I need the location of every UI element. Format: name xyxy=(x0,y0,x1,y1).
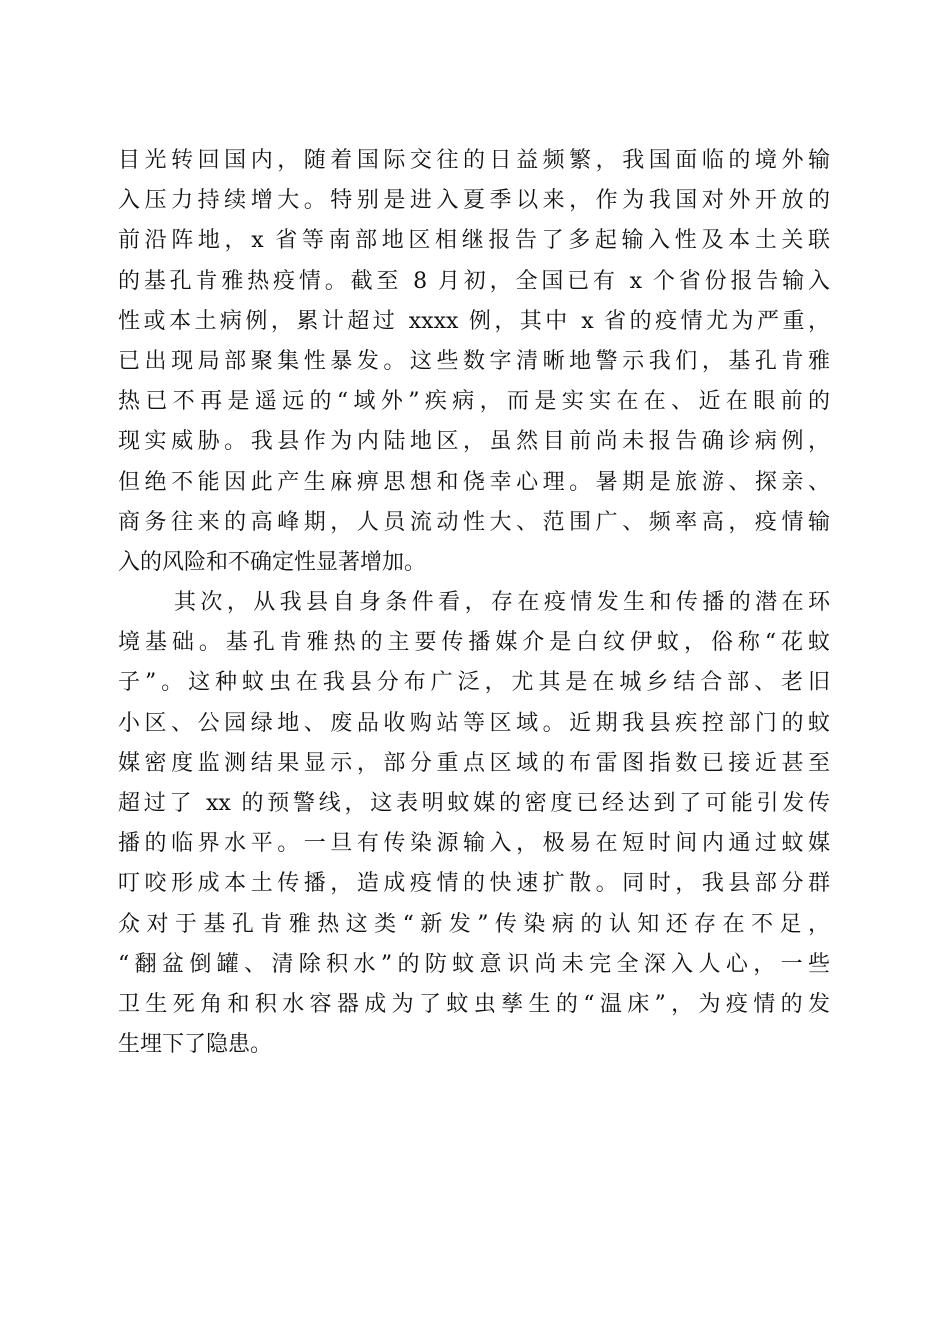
text-line: 但绝不能因此产生麻痹思想和侥幸心理。暑期是旅游、探亲、 xyxy=(118,469,830,495)
text-line: 入的风险和不确定性显著增加。 xyxy=(118,549,427,575)
text-line: 商务往来的高峰期，人员流动性大、范围广、频率高，疫情输 xyxy=(118,509,830,535)
text-line: 生埋下了隐患。 xyxy=(118,1032,273,1058)
paragraph-2 xyxy=(118,583,830,1065)
document-body xyxy=(118,141,830,1065)
text-line: 的基孔肯雅热疫情。截至 8 月初，全国已有 x 个省份报告输入 xyxy=(118,268,830,294)
text-line: 热已不再是遥远的“域外”疾病，而是实实在在、近在眼前的 xyxy=(118,389,830,415)
text-line: 境基础。基孔肯雅热的主要传播媒介是白纹伊蚊，俗称“花蚊 xyxy=(118,630,830,656)
text-line: “翻盆倒罐、清除积水”的防蚊意识尚未完全深入人心，一些 xyxy=(118,951,830,977)
text-line: 小区、公园绿地、废品收购站等区域。近期我县疾控部门的蚊 xyxy=(118,710,830,736)
text-line: 子”。这种蚊虫在我县分布广泛，尤其是在城乡结合部、老旧 xyxy=(118,670,830,696)
paragraph-1 xyxy=(118,141,830,583)
text-line: 播的临界水平。一旦有传染源输入，极易在短时间内通过蚊媒 xyxy=(118,831,830,857)
text-line: 现实威胁。我县作为内陆地区，虽然目前尚未报告确诊病例， xyxy=(118,429,830,455)
text-line: 众对于基孔肯雅热这类“新发”传染病的认知还存在不足， xyxy=(118,911,830,937)
text-line: 超过了 xx 的预警线，这表明蚊媒的密度已经达到了可能引发传 xyxy=(118,791,830,816)
text-line: 前沿阵地，x 省等南部地区相继报告了多起输入性及本土关联 xyxy=(118,228,830,254)
text-line: 叮咬形成本土传播，造成疫情的快速扩散。同时，我县部分群 xyxy=(118,871,830,897)
text-line: 卫生死角和积水容器成为了蚊虫孳生的“温床”，为疫情的发 xyxy=(118,991,830,1017)
text-line: 媒密度监测结果显示，部分重点区域的布雷图指数已接近甚至 xyxy=(118,750,830,776)
text-line: 入压力持续增大。特别是进入夏季以来，作为我国对外开放的 xyxy=(118,188,830,214)
text-line: 目光转回国内，随着国际交往的日益频繁，我国面临的境外输 xyxy=(118,148,830,173)
text-line: 其次，从我县自身条件看，存在疫情发生和传播的潜在环 xyxy=(174,590,830,616)
text-line: 已出现局部聚集性暴发。这些数字清晰地警示我们，基孔肯雅 xyxy=(118,348,830,374)
text-line: 性或本土病例，累计超过 xxxx 例，其中 x 省的疫情尤为严重， xyxy=(118,308,830,334)
